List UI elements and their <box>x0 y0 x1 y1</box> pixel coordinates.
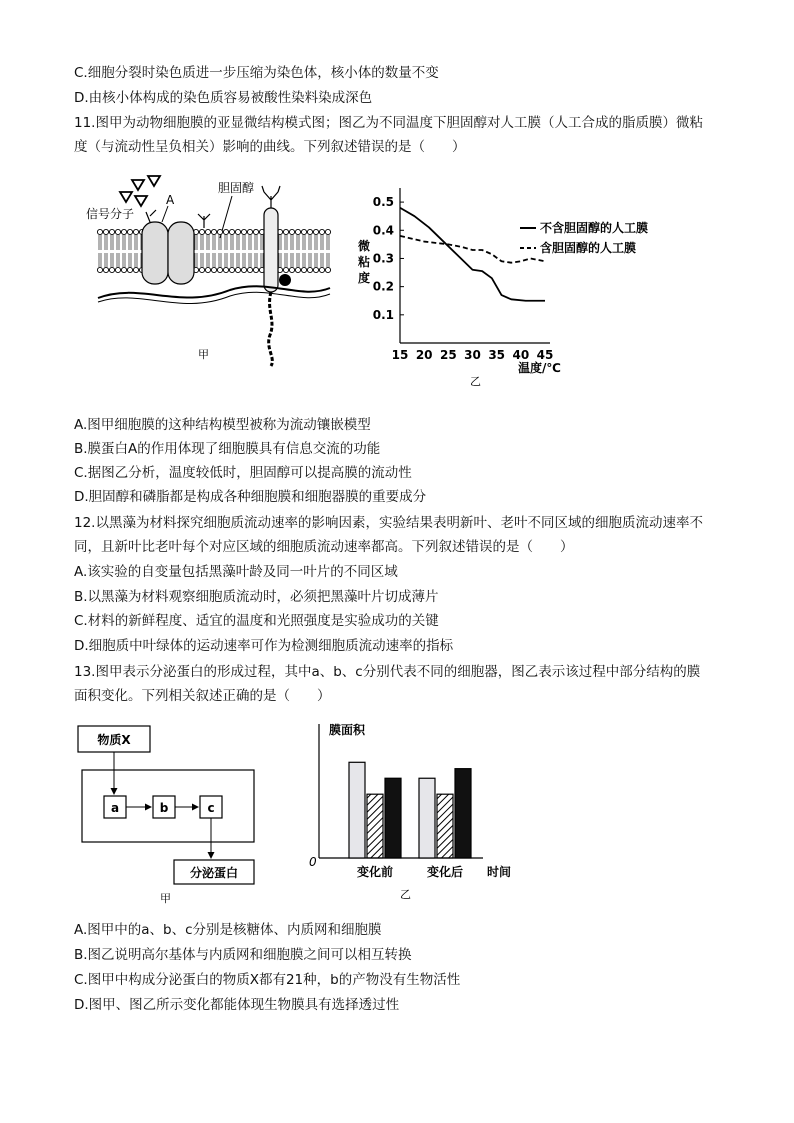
signal-molecules <box>120 176 160 206</box>
q11-option-d: D.胆固醇和磷脂都是构成各种细胞膜和细胞器膜的重要成分 <box>74 489 427 505</box>
y-tick-label: 0.5 <box>372 195 394 210</box>
caption-jia-13: 甲 <box>160 892 171 905</box>
y-tick-label: 0.1 <box>372 307 394 322</box>
label-cholesterol: 胆固醇 <box>218 181 255 195</box>
q11-option-b: B.膜蛋白A的作用体现了细胞膜具有信息交流的功能 <box>74 441 381 457</box>
y-tick-label: 0.2 <box>372 279 394 294</box>
legend <box>520 220 648 255</box>
legend-series-1: 不含胆固醇的人工膜 <box>540 221 649 235</box>
q12-stem-line2: 同，且新叶比老叶每个对应区域的细胞质流动速率都高。下列叙述错误的是（ ） <box>74 539 574 555</box>
protein-A2 <box>168 222 194 284</box>
option-d-top: D.由核小体构成的染色质容易被酸性染料染成深色 <box>74 90 373 106</box>
q13-figure-yi <box>305 718 535 908</box>
glycoprotein-right <box>264 208 278 292</box>
box-x-label: 物质X <box>97 733 131 747</box>
x-tick-label: 45 <box>536 348 554 362</box>
caption-yi-13: 乙 <box>400 888 411 901</box>
category-label: 变化后 <box>426 865 464 879</box>
q13-option-b: B.图乙说明高尔基体与内质网和细胞膜之间可以相互转换 <box>74 947 412 963</box>
y-axis-label: 微粘度 <box>358 239 371 285</box>
x-axis-label-13: 时间 <box>487 865 512 879</box>
option-c-top: C.细胞分裂时染色质进一步压缩为染色体，核小体的数量不变 <box>74 65 439 81</box>
box-b-label: b <box>159 801 169 815</box>
x-tick-label: 15 <box>391 348 409 362</box>
box-c-label: c <box>207 801 215 815</box>
q11-option-a: A.图甲细胞膜的这种结构模型被称为流动镶嵌模型 <box>74 417 371 433</box>
x-tick-label: 25 <box>439 348 457 362</box>
y-tick-label: 0.4 <box>372 223 394 238</box>
q13-option-a: A.图甲中的a、b、c分别是核糖体、内质网和细胞膜 <box>74 922 382 938</box>
legend-series-2: 含胆固醇的人工膜 <box>540 241 637 255</box>
caption-yi-11: 乙 <box>470 375 481 388</box>
y-tick-label: 0.3 <box>372 251 394 266</box>
q11-stem-line2: 度（与流动性呈负相关）影响的曲线。下列叙述错误的是（ ） <box>74 139 466 155</box>
q12-stem-line1: 12.以黑藻为材料探究细胞质流动速率的影响因素，实验结果表明新叶、老叶不同区域的细胞质流动速率不 <box>74 515 703 531</box>
x-axis-label: 温度/℃ <box>518 361 561 375</box>
q12-option-a: A.该实验的自变量包括黑藻叶龄及同一叶片的不同区域 <box>74 564 398 580</box>
q11-stem-line1: 11.图甲为动物细胞膜的亚显微结构模式图；图乙为不同温度下胆固醇对人工膜（人工合成的脂质膜）微粘 <box>74 115 703 131</box>
bar-1-2 <box>367 794 383 858</box>
q12-option-c: C.材料的新鲜程度、适宜的温度和光照强度是实验成功的关键 <box>74 613 439 629</box>
q11-figure-yi <box>350 178 690 388</box>
q11-option-c: C.据图乙分析，温度较低时，胆固醇可以提高膜的流动性 <box>74 465 412 481</box>
q13-figure-jia <box>74 722 264 907</box>
label-signal-molecule: 信号分子 <box>86 207 135 221</box>
box-a-label: a <box>110 801 120 815</box>
q12-option-d: D.细胞质中叶绿体的运动速率可作为检测细胞质流动速率的指标 <box>74 638 454 654</box>
bar-1-1 <box>349 762 365 858</box>
caption-jia-11: 甲 <box>198 348 209 361</box>
protein-A <box>142 222 168 284</box>
bar-2-1 <box>419 778 435 858</box>
category-label: 变化前 <box>356 865 394 879</box>
x-tick-label: 30 <box>464 348 481 362</box>
origin-label-13: 0 <box>309 855 317 869</box>
label-A: A <box>166 193 175 207</box>
q13-option-c: C.图甲中构成分泌蛋白的物质X都有21种，b的产物没有生物活性 <box>74 972 461 988</box>
q13-stem-line1: 13.图甲表示分泌蛋白的形成过程，其中a、b、c分别代表不同的细胞器，图乙表示该过程中部分结构的膜 <box>74 664 701 680</box>
series-line-1 <box>400 208 545 301</box>
x-tick-label: 40 <box>512 348 530 362</box>
q13-stem-line2: 面积变化。下列相关叙述正确的是（ ） <box>74 688 331 704</box>
series-line-2 <box>400 236 545 263</box>
bar-2-2 <box>437 794 453 858</box>
peripheral-protein <box>279 274 291 286</box>
box-protein-label: 分泌蛋白 <box>189 866 239 880</box>
bar-1-3 <box>385 778 401 858</box>
bar-2-3 <box>455 769 471 858</box>
x-tick-label: 35 <box>488 348 506 362</box>
y-axis-label-13: 膜面积 <box>329 723 366 737</box>
x-tick-label: 20 <box>415 348 433 362</box>
q12-option-b: B.以黑藻为材料观察细胞质流动时，必须把黑藻叶片切成薄片 <box>74 589 439 605</box>
q13-option-d: D.图甲、图乙所示变化都能体现生物膜具有选择透过性 <box>74 997 400 1013</box>
q11-figure-jia <box>80 170 340 370</box>
phospholipid-bilayer <box>97 229 330 272</box>
